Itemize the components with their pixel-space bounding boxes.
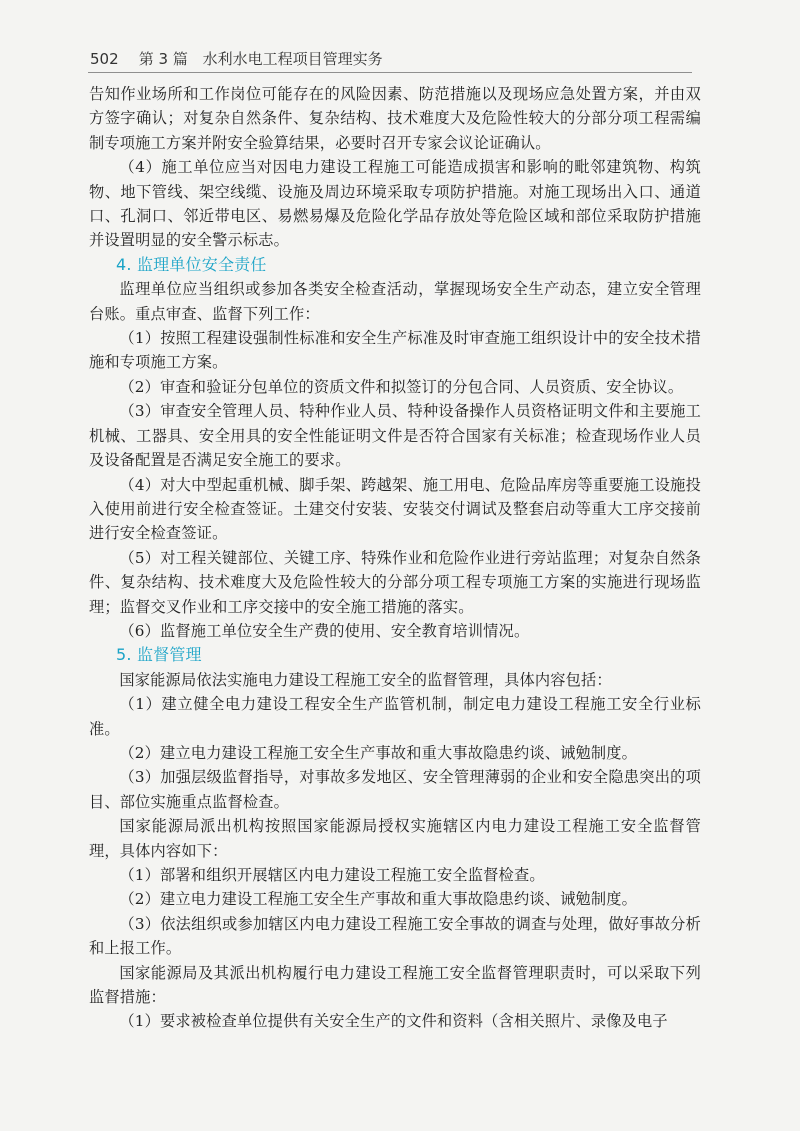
list-item: （1）部署和组织开展辖区内电力建设工程施工安全监督检查。 <box>119 866 545 884</box>
list-item: （2）建立电力建设工程施工安全生产事故和重大事故隐患约谈、诫勉制度。 <box>119 743 638 762</box>
list-item: （1）建立健全电力建设工程安全生产监管机制，制定电力建设工程施工安全行业标准。 <box>89 695 701 738</box>
paragraph: 监理单位应当组织或参加各类安全检查活动，掌握现场安全生产动态，建立安全管理台账。重点审查、监督下列工作： <box>89 280 701 323</box>
page-content <box>89 82 701 1034</box>
book-title: 水利水电工程项目管理实务 <box>202 50 383 68</box>
section-heading-5: 5. 监督管理 <box>116 645 202 665</box>
list-item: （2）审查和验证分包单位的资质文件和拟签订的分包合同、人员资质、安全协议。 <box>119 377 684 396</box>
page-number: 502 <box>90 50 119 68</box>
paragraph: 国家能源局及其派出机构履行电力建设工程施工安全监督管理职责时，可以采取下列监督措施： <box>89 963 701 1007</box>
paragraph: （4）施工单位应当对因电力建设工程施工可能造成损害和影响的毗邻建筑物、构筑物、地下管线、架空线缆、设施及周边环境采取专项防护措施。对施工现场出入口、通道口、孔洞口、邻近带电区、易燃易爆及危险化学品存放处等危险区域和部位采取防护措施并设置明显的安全警示标志。 <box>89 158 701 250</box>
paragraph: 告知作业场所和工作岗位可能存在的风险因素、防范措施以及现场应急处置方案，并由双方签字确认；对复杂自然条件、复杂结构、技术难度大及危险性较大的分部分项工程需编制专项施工方案并附安全验算结果，必要时召开专家会议论证确认。 <box>89 85 701 152</box>
paragraph: 国家能源局依法实施电力建设工程施工安全的监督管理，具体内容包括： <box>119 670 612 689</box>
part-label: 第 3 篇 <box>138 50 188 68</box>
list-item: （2）建立电力建设工程施工安全生产事故和重大事故隐患约谈、诫勉制度。 <box>119 890 638 909</box>
list-item: （3）依法组织或参加辖区内电力建设工程施工安全事故的调查与处理，做好事故分析和上报工作。 <box>89 914 701 958</box>
list-item: （4）对大中型起重机械、脚手架、跨越架、施工用电、危险品库房等重要施工设施投入使用前进行安全检查签证。土建交付安装、安装交付调试及整套启动等重大工序交接前进行安全检查签证。 <box>89 475 701 543</box>
list-item: （5）对工程关键部位、关键工序、特殊作业和危险作业进行旁站监理；对复杂自然条件、复杂结构、技术难度大及危险性较大的分部分项工程专项施工方案的实施进行现场监理；监督交叉作业和工序交接中的安全施工措施的落实。 <box>89 548 701 616</box>
list-item: （1）按照工程建设强制性标准和安全生产标准及时审查施工组织设计中的安全技术措施和专项施工方案。 <box>89 329 701 372</box>
page-header <box>90 48 383 69</box>
list-item: （3）审查安全管理人员、特种作业人员、特种设备操作人员资格证明文件和主要施工机械、工器具、安全用具的安全性能证明文件是否符合国家有关标准；检查现场作业人员及设备配置是否满足安全施工的要求。 <box>89 402 701 470</box>
list-item: （3）加强层级监督指导，对事故多发地区、安全管理薄弱的企业和安全隐患突出的项目、部位实施重点监督检查。 <box>89 768 701 811</box>
paragraph: 国家能源局派出机构按照国家能源局授权实施辖区内电力建设工程施工安全监督管理，具体内容如下： <box>89 817 701 860</box>
list-item: （1）要求被检查单位提供有关安全生产的文件和资料（含相关照片、录像及电子 <box>119 1012 668 1031</box>
section-heading-4: 4. 监理单位安全责任 <box>116 254 267 274</box>
header-rule <box>88 72 692 73</box>
list-item: （6）监督施工单位安全生产费的使用、安全教育培训情况。 <box>119 621 530 640</box>
